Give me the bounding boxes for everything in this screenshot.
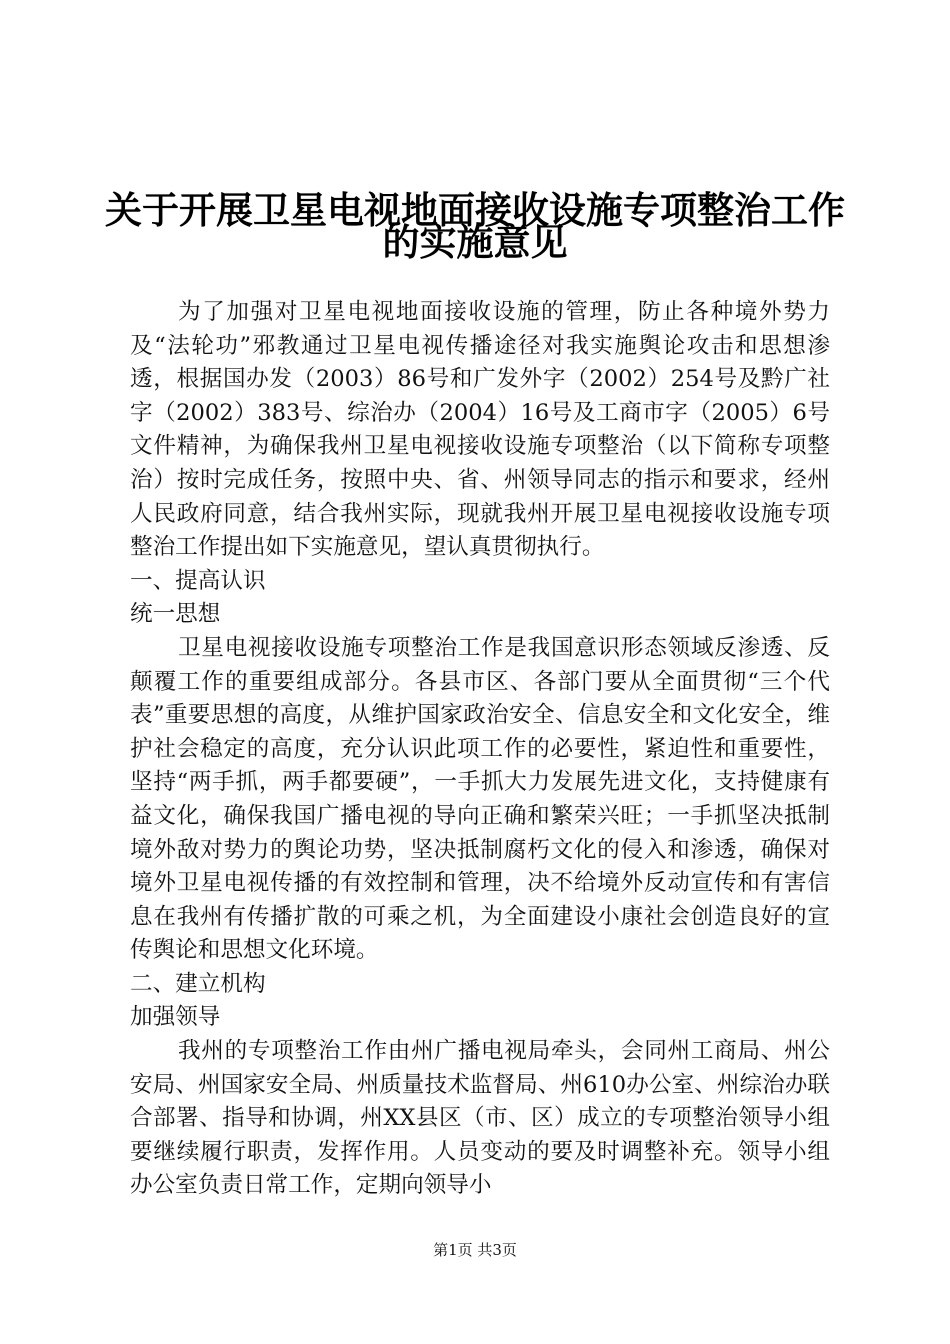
body-paragraph: 卫星电视接收设施专项整治工作是我国意识形态领域反渗透、反颠覆工作的重要组成部分。各县市区、各部门要从全面贯彻“三个代表”重要思想的高度，从维护国家政治安全、信息安全和文化安全，维护社会稳定的高度，充分认识此项工作的必要性，紧迫性和重要性，坚持“两手抓，两手都要硬”，一手抓大力发展先进文化，支持健康有益文化，确保我国广播电视的导向正确和繁荣兴旺；一手抓坚决抵制境外敌对势力的舆论功势，坚决抵制腐朽文化的侵入和渗透，确保对境外卫星电视传播的有效控制和管理，决不给境外反动宣传和有害信息在我州有传播扩散的可乘之机，为全面建设小康社会创造良好的宣传舆论和思想文化环境。	[130, 634, 830, 964]
document-body	[130, 296, 830, 1203]
body-paragraph: 为了加强对卫星电视地面接收设施的管理，防止各种境外势力及“法轮功”邪教通过卫星电视传播途径对我实施舆论攻击和思想渗透，根据国办发（2003）86号和广发外字（2002）254号及黔广社字（2002）383号、综治办（2004）16号及工商市字（2005）6号文件精神，为确保我州卫星电视接收设施专项整治（以下简称专项整治）按时完成任务，按照中央、省、州领导同志的指示和要求，经州人民政府同意，结合我州实际，现就我州开展卫星电视接收设施专项整治工作提出如下实施意见，望认真贯彻执行。	[130, 299, 830, 561]
document-title-line-2: 的实施意见	[382, 220, 568, 264]
document-title-line-1: 关于开展卫星电视地面接收设施专项整治工作	[105, 188, 845, 232]
body-paragraph: 我州的专项整治工作由州广播电视局牵头，会同州工商局、州公安局、州国家安全局、州质量技术监督局、州610办公室、州综治办联合部署、指导和协调，州XX县区（市、区）成立的专项整治领导小组要继续履行职责，发挥作用。人员变动的要及时调整补充。领导小组办公室负责日常工作，定期向领导小	[130, 1038, 830, 1199]
section-heading: 二、建立机构	[130, 970, 266, 997]
section-heading: 一、提高认识	[130, 567, 266, 594]
page-number: 第1页 共3页	[433, 1241, 517, 1259]
section-subheading: 统一思想	[130, 601, 221, 628]
section-subheading: 加强领导	[130, 1004, 221, 1031]
